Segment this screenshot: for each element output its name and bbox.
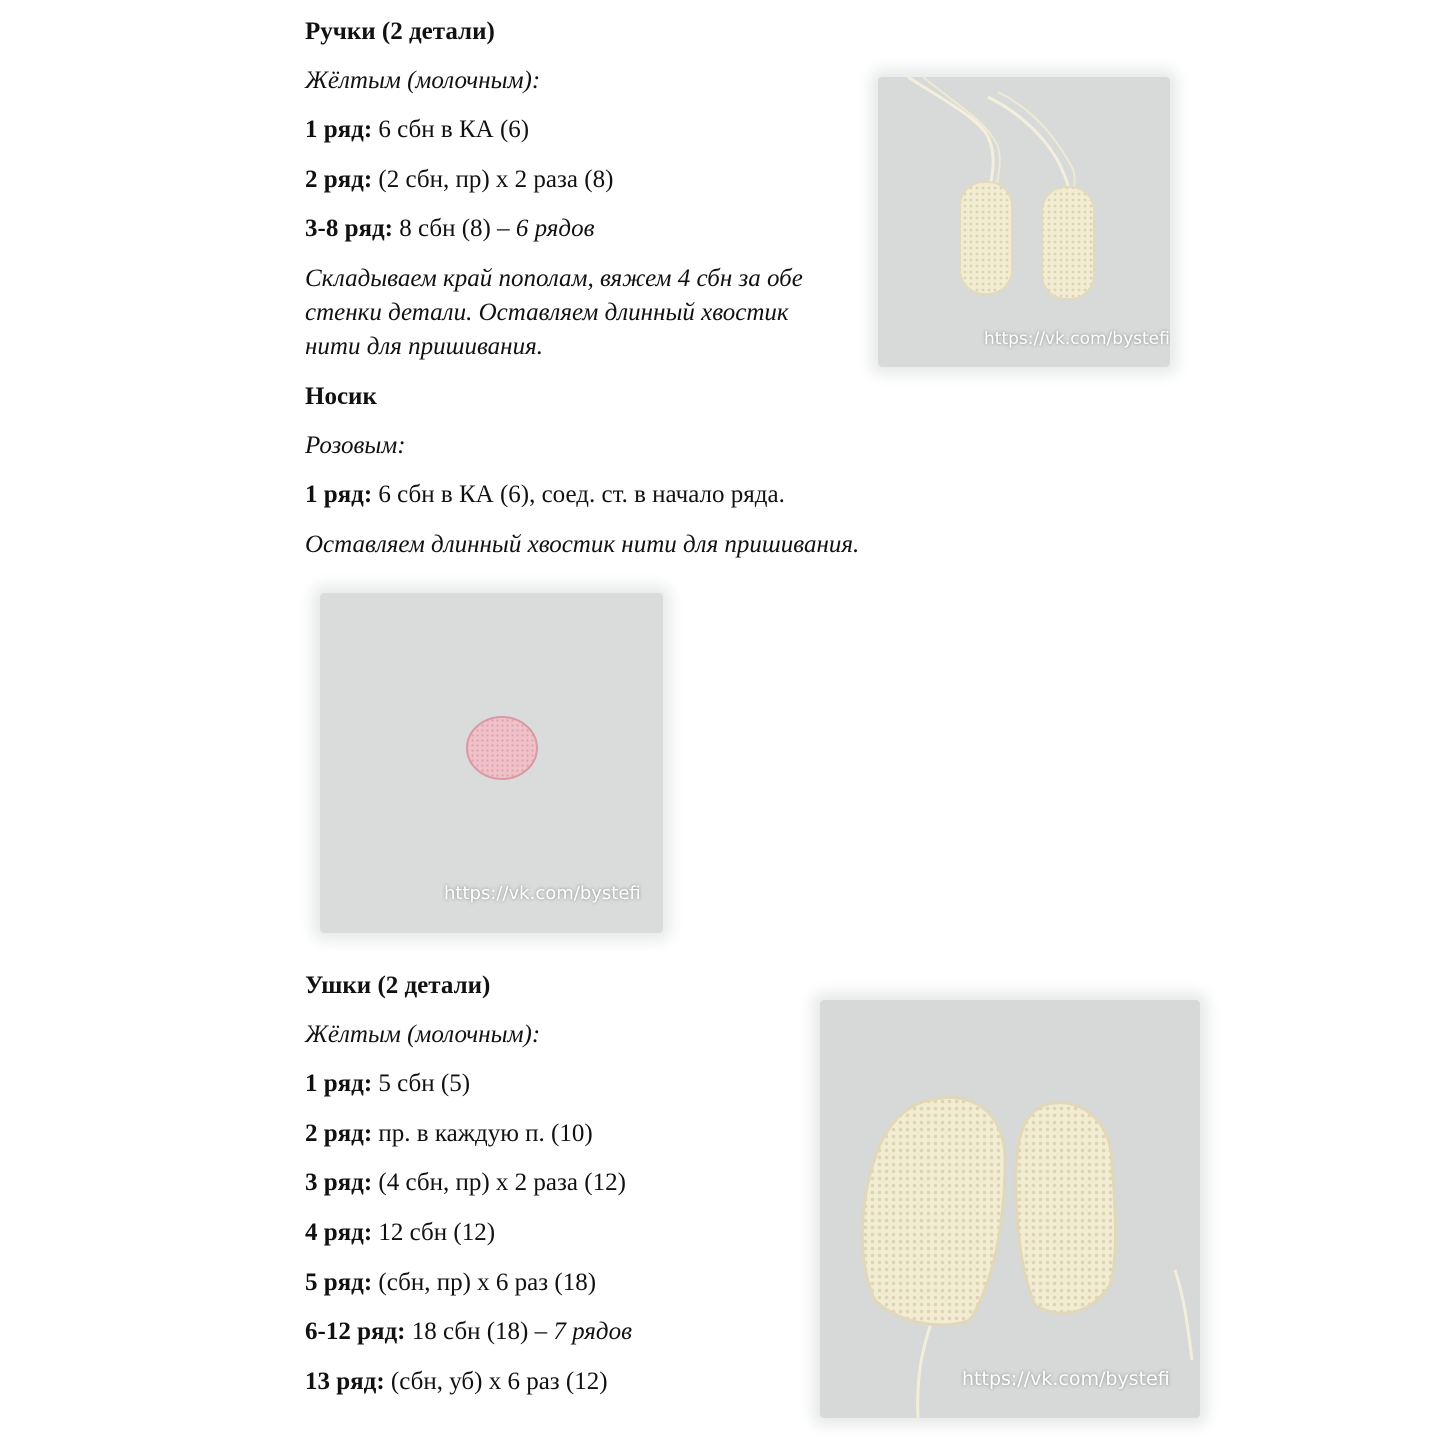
row-text: 8 сбн (8) – [392, 215, 516, 242]
photo-watermark: https://vk.com/bystefi [984, 329, 1170, 349]
ears-row-7 [305, 1365, 608, 1399]
hands-photo [878, 77, 1170, 367]
photo-watermark: https://vk.com/bystefi [444, 883, 641, 904]
row-text: 6 сбн в КА (6), соед. ст. в начало ряда. [372, 481, 785, 508]
row-text: (сбн, уб) х 6 раз (12) [384, 1368, 608, 1395]
row-label: 13 ряд: [305, 1368, 385, 1395]
hands-photo-image [878, 77, 1170, 367]
ears-row-3 [305, 1166, 626, 1200]
hands-color-note: Жёлтым (молочным): [305, 67, 541, 94]
nose-instruction: Оставляем длинный хвостик нити для пришивания. [305, 531, 860, 558]
row-label: 6-12 ряд: [305, 1318, 406, 1345]
ears-row-1 [305, 1067, 470, 1101]
nose-row-1 [305, 478, 785, 512]
row-label: 3 ряд: [305, 1169, 373, 1196]
nose-color-note: Розовым: [305, 432, 406, 459]
row-label: 2 ряд: [305, 1120, 373, 1147]
ears-title: Ушки (2 детали) [305, 972, 491, 999]
ears-row-2 [305, 1117, 593, 1151]
ears-photo [820, 1000, 1200, 1418]
hands-row-2 [305, 163, 613, 197]
nose-title: Носик [305, 383, 377, 410]
ears-color-note: Жёлтым (молочным): [305, 1021, 541, 1048]
hands-title: Ручки (2 детали) [305, 18, 495, 45]
nose-photo-image [320, 593, 663, 933]
ears-photo-image [820, 1000, 1200, 1418]
row-text: 5 сбн (5) [372, 1070, 471, 1097]
row-label: 5 ряд: [305, 1269, 373, 1296]
row-label: 4 ряд: [305, 1219, 373, 1246]
row-text: (2 сбн, пр) х 2 раза (8) [372, 166, 614, 193]
row-note: 6 рядов [515, 215, 595, 242]
hands-row-1 [305, 113, 529, 147]
row-text: пр. в каждую п. (10) [372, 1120, 593, 1147]
ears-row-4 [305, 1216, 495, 1250]
nose-photo [320, 593, 663, 933]
row-label: 1 ряд: [305, 1070, 373, 1097]
row-label: 1 ряд: [305, 481, 373, 508]
ears-row-6 [305, 1315, 632, 1349]
row-text: (сбн, пр) х 6 раз (18) [372, 1269, 597, 1296]
row-label: 3-8 ряд: [305, 215, 393, 242]
row-text: (4 сбн, пр) х 2 раза (12) [372, 1169, 626, 1196]
photo-watermark: https://vk.com/bystefi [962, 1368, 1170, 1390]
row-text: 18 сбн (18) – [405, 1318, 554, 1345]
hands-row-3 [305, 212, 594, 246]
hands-instruction: Складываем край пополам, вяжем 4 сбн за обе стенки детали. Оставляем длинный хвостик нити для пришивания. [305, 265, 803, 360]
row-text: 12 сбн (12) [372, 1219, 496, 1246]
ears-row-5 [305, 1266, 596, 1300]
row-label: 1 ряд: [305, 116, 373, 143]
row-label: 2 ряд: [305, 166, 373, 193]
row-text: 6 сбн в КА (6) [372, 116, 530, 143]
row-note: 7 рядов [553, 1318, 632, 1345]
